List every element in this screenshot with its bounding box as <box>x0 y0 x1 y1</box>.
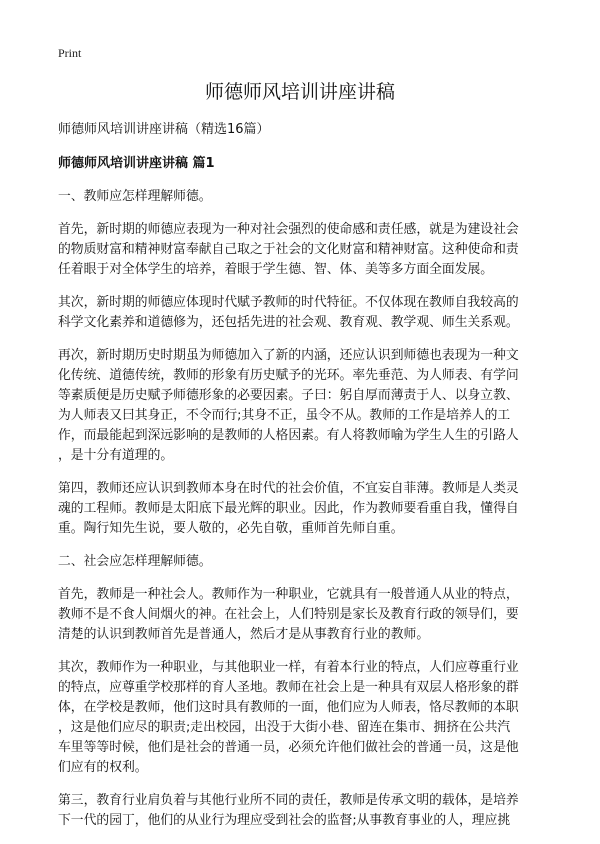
paragraph-line: 清楚的认识到教师首先是普通人，然后才是从事教育行业的教师。 <box>58 627 430 642</box>
paragraph-line: 车里等等时候，他们是社会的普通一员，必须允许他们做社会的普通一员，这是他 <box>58 740 519 755</box>
paragraph-line: 化传统、道德传统，教师的形象有历史赋予的光环。率先垂范、为人师表、有学问 <box>58 368 519 383</box>
section-heading: 师德师风培训讲座讲稿 篇1 <box>58 156 215 171</box>
paragraph-line: 首先，教师是一种社会人。教师作为一种职业，它就具有一般普通人从业的特点， <box>58 587 519 602</box>
body-paragraph <box>58 479 548 539</box>
paragraph-line: 再次，新时期历史时期虽为师德加入了新的内涵，还应认识到师德也表现为一种文 <box>58 348 519 363</box>
paragraph-line: 的物质财富和精神财富奉献自己取之于社会的文化财富和精神财富。这种使命和责 <box>58 242 519 257</box>
paragraph-list <box>58 187 548 831</box>
paragraph-line: 其次，新时期的师德应体现时代赋予教师的时代特征。不仅体现在教师自我较高的 <box>58 295 519 310</box>
body-paragraph <box>58 346 548 466</box>
paragraph-line: 等素质便是历史赋予师德形象的必要因素。子曰：躬自厚而薄责于人、以身立教、 <box>58 388 519 403</box>
document-body <box>58 120 548 844</box>
paragraph-line: ，是十分有道理的。 <box>58 448 174 463</box>
paragraph-line: 体，在学校是教师，他们这时具有教师的一面，他们应为人师表，恪尽教师的本职 <box>58 700 519 715</box>
paragraph-line: 任着眼于对全体学生的培养，着眼于学生德、智、体、美等多方面全面发展。 <box>58 262 494 277</box>
body-paragraph <box>58 293 548 333</box>
body-paragraph <box>58 658 548 778</box>
document-subtitle: 师德师风培训讲座讲稿（精选16篇） <box>58 122 270 137</box>
paragraph-line: 科学文化素养和道德修为，还包括先进的社会观、教育观、教学观、师生关系观。 <box>58 315 519 330</box>
body-paragraph <box>58 220 548 280</box>
body-paragraph <box>58 187 548 207</box>
paragraph-line: 作，而最能起到深远影响的是教师的人格因素。有人将教师喻为学生人生的引路人 <box>58 428 519 443</box>
paragraph-line: 重。陶行知先生说，要人敬的，必先自敬，重师首先师自重。 <box>58 521 404 536</box>
paragraph-line: 第四，教师还应认识到教师本身在时代的社会价值，不宜妄自菲薄。教师是人类灵 <box>58 481 519 496</box>
paragraph-line: 二、社会应怎样理解师德。 <box>58 554 212 569</box>
body-paragraph <box>58 585 548 645</box>
print-link[interactable]: Print <box>58 46 82 60</box>
paragraph-line: 为人师表又曰其身正，不令而行;其身不正，虽令不从。教师的工作是培养人的工 <box>58 408 511 423</box>
paragraph-line: 其次，教师作为一种职业，与其他职业一样，有着本行业的特点，人们应尊重行业 <box>58 660 519 675</box>
paragraph-line: 下一代的园丁，他们的从业行为理应受到社会的监督;从事教育事业的人，理应挑 <box>58 813 511 828</box>
paragraph-line: 们应有的权利。 <box>58 760 148 775</box>
paragraph-line: 教师不是不食人间烟火的神。在社会上，人们特别是家长及教育行政的领导们，要 <box>58 607 519 622</box>
paragraph-line: ，这是他们应尽的职责;走出校园，出没于大街小巷、留连在集市、拥挤在公共汽 <box>58 720 511 735</box>
paragraph-line: 第三，教育行业肩负着与其他行业所不同的责任，教师是传承文明的载体，是培养 <box>58 793 519 808</box>
paragraph-line: 一、教师应怎样理解师德。 <box>58 189 212 204</box>
body-paragraph <box>58 552 548 572</box>
paragraph-line: 的特点，应尊重学校那样的育人圣地。教师在社会上是一种具有双层人格形象的群 <box>58 680 519 695</box>
page-title: 师德师风培训讲座讲稿 <box>204 81 395 103</box>
paragraph-line: 魂的工程师。教师是太阳底下最光辉的职业。因此，作为教师要看重自我，懂得自 <box>58 501 519 516</box>
body-paragraph <box>58 791 548 831</box>
paragraph-line: 首先，新时期的师德应表现为一种对社会强烈的使命感和责任感，就是为建设社会 <box>58 222 519 237</box>
